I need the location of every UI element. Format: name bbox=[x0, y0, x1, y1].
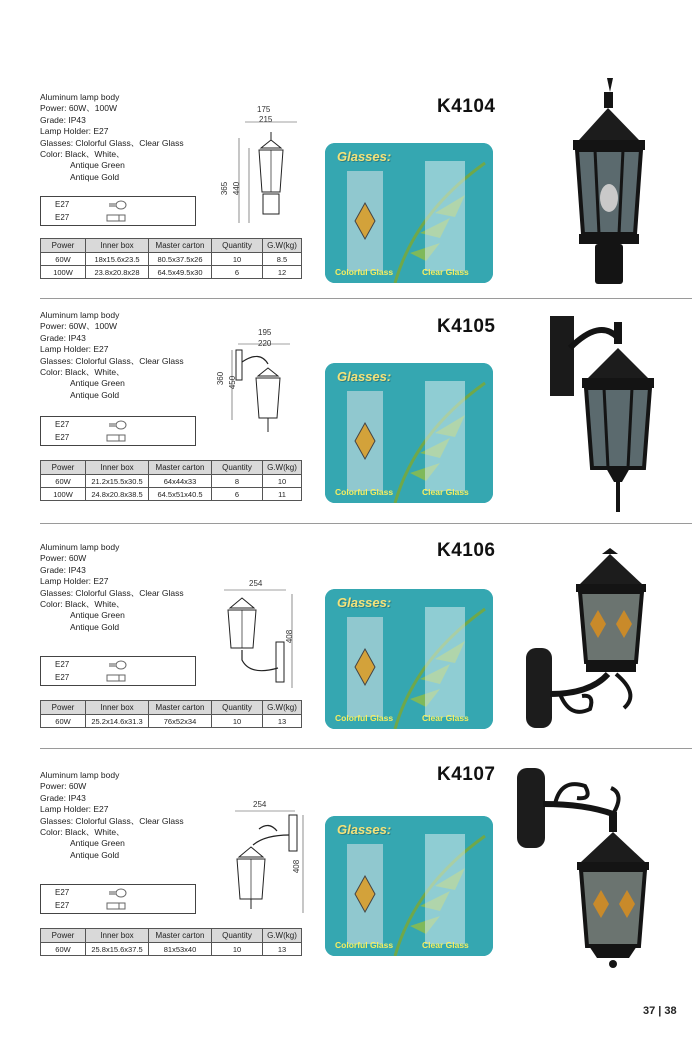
glass-title: Glasses: bbox=[337, 595, 392, 610]
spec-line: Lamp Holder: E27 bbox=[40, 126, 109, 137]
clear-glass-label: Clear Glass bbox=[422, 267, 469, 277]
spec-line: Lamp Holder: E27 bbox=[40, 576, 109, 587]
table-header: Master carton bbox=[149, 239, 212, 253]
section-divider bbox=[40, 298, 692, 299]
spec-line: Antique Green bbox=[70, 378, 125, 389]
table-header: G.W(kg) bbox=[263, 929, 302, 943]
spec-line: Lamp Holder: E27 bbox=[40, 804, 109, 815]
socket-icon bbox=[101, 900, 131, 912]
holder-label: E27 bbox=[55, 901, 70, 910]
dimension-label: 360 bbox=[216, 371, 226, 386]
glass-sample-graphic bbox=[325, 589, 493, 729]
spec-list bbox=[40, 542, 184, 633]
table-cell: 64.5x51x40.5 bbox=[149, 488, 212, 501]
glass-sample-graphic bbox=[325, 143, 493, 283]
holder-label: E27 bbox=[55, 420, 70, 429]
lamp-photo-wall bbox=[540, 308, 665, 518]
spec-line: Antique Green bbox=[70, 160, 125, 171]
product-section-k4104 bbox=[0, 88, 700, 313]
lamp-line-drawing bbox=[220, 588, 300, 698]
clear-glass-label: Clear Glass bbox=[422, 713, 469, 723]
spec-line: Grade: IP43 bbox=[40, 564, 86, 575]
table-cell: 60W bbox=[41, 715, 86, 728]
spec-line: Glasses: Clolorful Glass、Clear Glass bbox=[40, 355, 184, 366]
lamp-line-drawing bbox=[230, 340, 300, 450]
table-cell: 60W bbox=[41, 943, 86, 956]
table-cell: 25.8x15.6x37.5 bbox=[86, 943, 149, 956]
table-row bbox=[41, 266, 302, 279]
spec-table bbox=[40, 460, 302, 501]
clear-glass-label: Clear Glass bbox=[422, 940, 469, 950]
table-header: Master carton bbox=[149, 701, 212, 715]
holder-label: E27 bbox=[55, 200, 70, 209]
spec-table bbox=[40, 700, 302, 728]
spec-line: Power: 60W、100W bbox=[40, 103, 117, 114]
table-row bbox=[41, 943, 302, 956]
spec-line: Glasses: Clolorful Glass、Clear Glass bbox=[40, 815, 184, 826]
table-cell: 24.8x20.8x38.5 bbox=[86, 488, 149, 501]
socket-icon bbox=[101, 672, 131, 684]
spec-line: Color: Black、White、 bbox=[40, 827, 125, 838]
lamp-line-drawing bbox=[225, 809, 310, 919]
table-cell: 76x52x34 bbox=[149, 715, 212, 728]
model-number: K4107 bbox=[437, 764, 496, 785]
table-row bbox=[41, 488, 302, 501]
model-number: K4104 bbox=[437, 96, 496, 117]
spec-line: Antique Gold bbox=[70, 849, 120, 860]
table-header: Quantity bbox=[212, 461, 263, 475]
spec-line: Grade: IP43 bbox=[40, 792, 86, 803]
lamp-holder-box bbox=[40, 656, 196, 686]
glass-options-panel bbox=[325, 363, 493, 503]
table-row bbox=[41, 715, 302, 728]
table-cell: 8 bbox=[212, 475, 263, 488]
table-header: G.W(kg) bbox=[263, 701, 302, 715]
table-cell: 100W bbox=[41, 488, 86, 501]
dimension-label: 365 bbox=[220, 181, 230, 196]
table-header: G.W(kg) bbox=[263, 461, 302, 475]
table-header: Power bbox=[41, 929, 86, 943]
bulb-icon bbox=[101, 659, 131, 671]
lamp-holder-box bbox=[40, 416, 196, 446]
table-cell: 13 bbox=[263, 943, 302, 956]
spec-line: Antique Gold bbox=[70, 621, 120, 632]
table-cell: 25.2x14.6x31.3 bbox=[86, 715, 149, 728]
glass-options-panel bbox=[325, 589, 493, 729]
table-cell: 21.2x15.5x30.5 bbox=[86, 475, 149, 488]
product-section-k4105 bbox=[0, 308, 700, 533]
spec-line: Antique Gold bbox=[70, 171, 120, 182]
table-cell: 64.5x49.5x30 bbox=[149, 266, 212, 279]
spec-line: Color: Black、White、 bbox=[40, 149, 125, 160]
table-header: Inner box bbox=[86, 461, 149, 475]
spec-line: Antique Green bbox=[70, 838, 125, 849]
colorful-glass-label: Colorful Glass bbox=[335, 940, 394, 950]
spec-line: Color: Black、White、 bbox=[40, 599, 125, 610]
glass-title: Glasses: bbox=[337, 149, 392, 164]
spec-line: Lamp Holder: E27 bbox=[40, 344, 109, 355]
holder-label: E27 bbox=[55, 213, 70, 222]
spec-list bbox=[40, 92, 184, 183]
holder-label: E27 bbox=[55, 673, 70, 682]
spec-line: Antique Gold bbox=[70, 389, 120, 400]
table-cell: 60W bbox=[41, 475, 86, 488]
table-cell: 12 bbox=[263, 266, 302, 279]
table-header: Quantity bbox=[212, 929, 263, 943]
lamp-photo-wall-up bbox=[520, 544, 670, 739]
colorful-glass-label: Colorful Glass bbox=[335, 267, 394, 277]
glass-sample-graphic bbox=[325, 816, 493, 956]
section-divider bbox=[40, 748, 692, 749]
table-cell: 11 bbox=[263, 488, 302, 501]
table-header: Power bbox=[41, 239, 86, 253]
table-header: Inner box bbox=[86, 701, 149, 715]
glass-title: Glasses: bbox=[337, 369, 392, 384]
dimension-label: 440 bbox=[232, 181, 242, 196]
glass-sample-graphic bbox=[325, 363, 493, 503]
spec-list bbox=[40, 310, 184, 401]
table-cell: 10 bbox=[212, 253, 263, 266]
spec-line: Color: Black、White、 bbox=[40, 367, 125, 378]
dimension-label: 175 bbox=[257, 105, 271, 114]
spec-line: Power: 60W、100W bbox=[40, 321, 117, 332]
holder-label: E27 bbox=[55, 660, 70, 669]
spec-line: Grade: IP43 bbox=[40, 332, 86, 343]
table-row bbox=[41, 475, 302, 488]
colorful-glass-label: Colorful Glass bbox=[335, 713, 394, 723]
table-cell: 6 bbox=[212, 266, 263, 279]
model-number: K4106 bbox=[437, 540, 496, 561]
page-number: 37 | 38 bbox=[643, 1005, 677, 1017]
dimension-label: 220 bbox=[258, 339, 272, 348]
colorful-glass-label: Colorful Glass bbox=[335, 487, 394, 497]
clear-glass-label: Clear Glass bbox=[422, 487, 469, 497]
holder-label: E27 bbox=[55, 888, 70, 897]
spec-line: Power: 60W bbox=[40, 781, 87, 792]
table-header: Inner box bbox=[86, 239, 149, 253]
bulb-icon bbox=[101, 199, 131, 211]
table-header: G.W(kg) bbox=[263, 239, 302, 253]
table-header: Master carton bbox=[149, 461, 212, 475]
socket-icon bbox=[101, 432, 131, 444]
lamp-holder-box bbox=[40, 884, 196, 914]
table-cell: 10 bbox=[212, 943, 263, 956]
table-cell: 10 bbox=[263, 475, 302, 488]
table-cell: 10 bbox=[212, 715, 263, 728]
table-header: Inner box bbox=[86, 929, 149, 943]
table-header: Quantity bbox=[212, 239, 263, 253]
table-cell: 13 bbox=[263, 715, 302, 728]
glass-options-panel bbox=[325, 143, 493, 283]
spec-line: Aluminum lamp body bbox=[40, 542, 120, 552]
glass-options-panel bbox=[325, 816, 493, 956]
section-divider bbox=[40, 523, 692, 524]
model-number: K4105 bbox=[437, 316, 496, 337]
table-cell: 80.5x37.5x26 bbox=[149, 253, 212, 266]
table-cell: 6 bbox=[212, 488, 263, 501]
holder-label: E27 bbox=[55, 433, 70, 442]
table-cell: 23.8x20.8x28 bbox=[86, 266, 149, 279]
spec-line: Glasses: Clolorful Glass、Clear Glass bbox=[40, 137, 184, 148]
dimension-label: 408 bbox=[292, 859, 302, 874]
spec-line: Antique Green bbox=[70, 610, 125, 621]
dimension-label: 408 bbox=[285, 629, 295, 644]
table-cell: 64x44x33 bbox=[149, 475, 212, 488]
dimension-label: 450 bbox=[228, 375, 238, 390]
table-cell: 100W bbox=[41, 266, 86, 279]
dimension-label: 215 bbox=[259, 115, 273, 124]
table-header: Power bbox=[41, 701, 86, 715]
dimension-label: 254 bbox=[249, 579, 263, 588]
table-header: Master carton bbox=[149, 929, 212, 943]
bulb-icon bbox=[101, 887, 131, 899]
table-header: Quantity bbox=[212, 701, 263, 715]
lamp-line-drawing bbox=[235, 118, 305, 228]
lamp-photo-wall-down bbox=[515, 764, 665, 974]
product-section-k4106 bbox=[0, 536, 700, 761]
table-header: Power bbox=[41, 461, 86, 475]
dimension-label: 254 bbox=[253, 800, 267, 809]
product-section-k4107 bbox=[0, 764, 700, 989]
spec-line: Aluminum lamp body bbox=[40, 92, 120, 102]
table-cell: 60W bbox=[41, 253, 86, 266]
spec-line: Glasses: Clolorful Glass、Clear Glass bbox=[40, 587, 184, 598]
socket-icon bbox=[101, 212, 131, 224]
spec-line: Power: 60W bbox=[40, 553, 87, 564]
spec-line: Aluminum lamp body bbox=[40, 310, 120, 320]
spec-table bbox=[40, 238, 302, 279]
spec-line: Aluminum lamp body bbox=[40, 770, 120, 780]
spec-table bbox=[40, 928, 302, 956]
lamp-holder-box bbox=[40, 196, 196, 226]
bulb-icon bbox=[101, 419, 131, 431]
table-row bbox=[41, 253, 302, 266]
table-cell: 81x53x40 bbox=[149, 943, 212, 956]
dimension-label: 195 bbox=[258, 328, 272, 337]
lamp-photo-post bbox=[555, 78, 665, 288]
glass-title: Glasses: bbox=[337, 822, 392, 837]
spec-list bbox=[40, 770, 184, 861]
spec-line: Grade: IP43 bbox=[40, 114, 86, 125]
table-cell: 8.5 bbox=[263, 253, 302, 266]
table-cell: 18x15.6x23.5 bbox=[86, 253, 149, 266]
